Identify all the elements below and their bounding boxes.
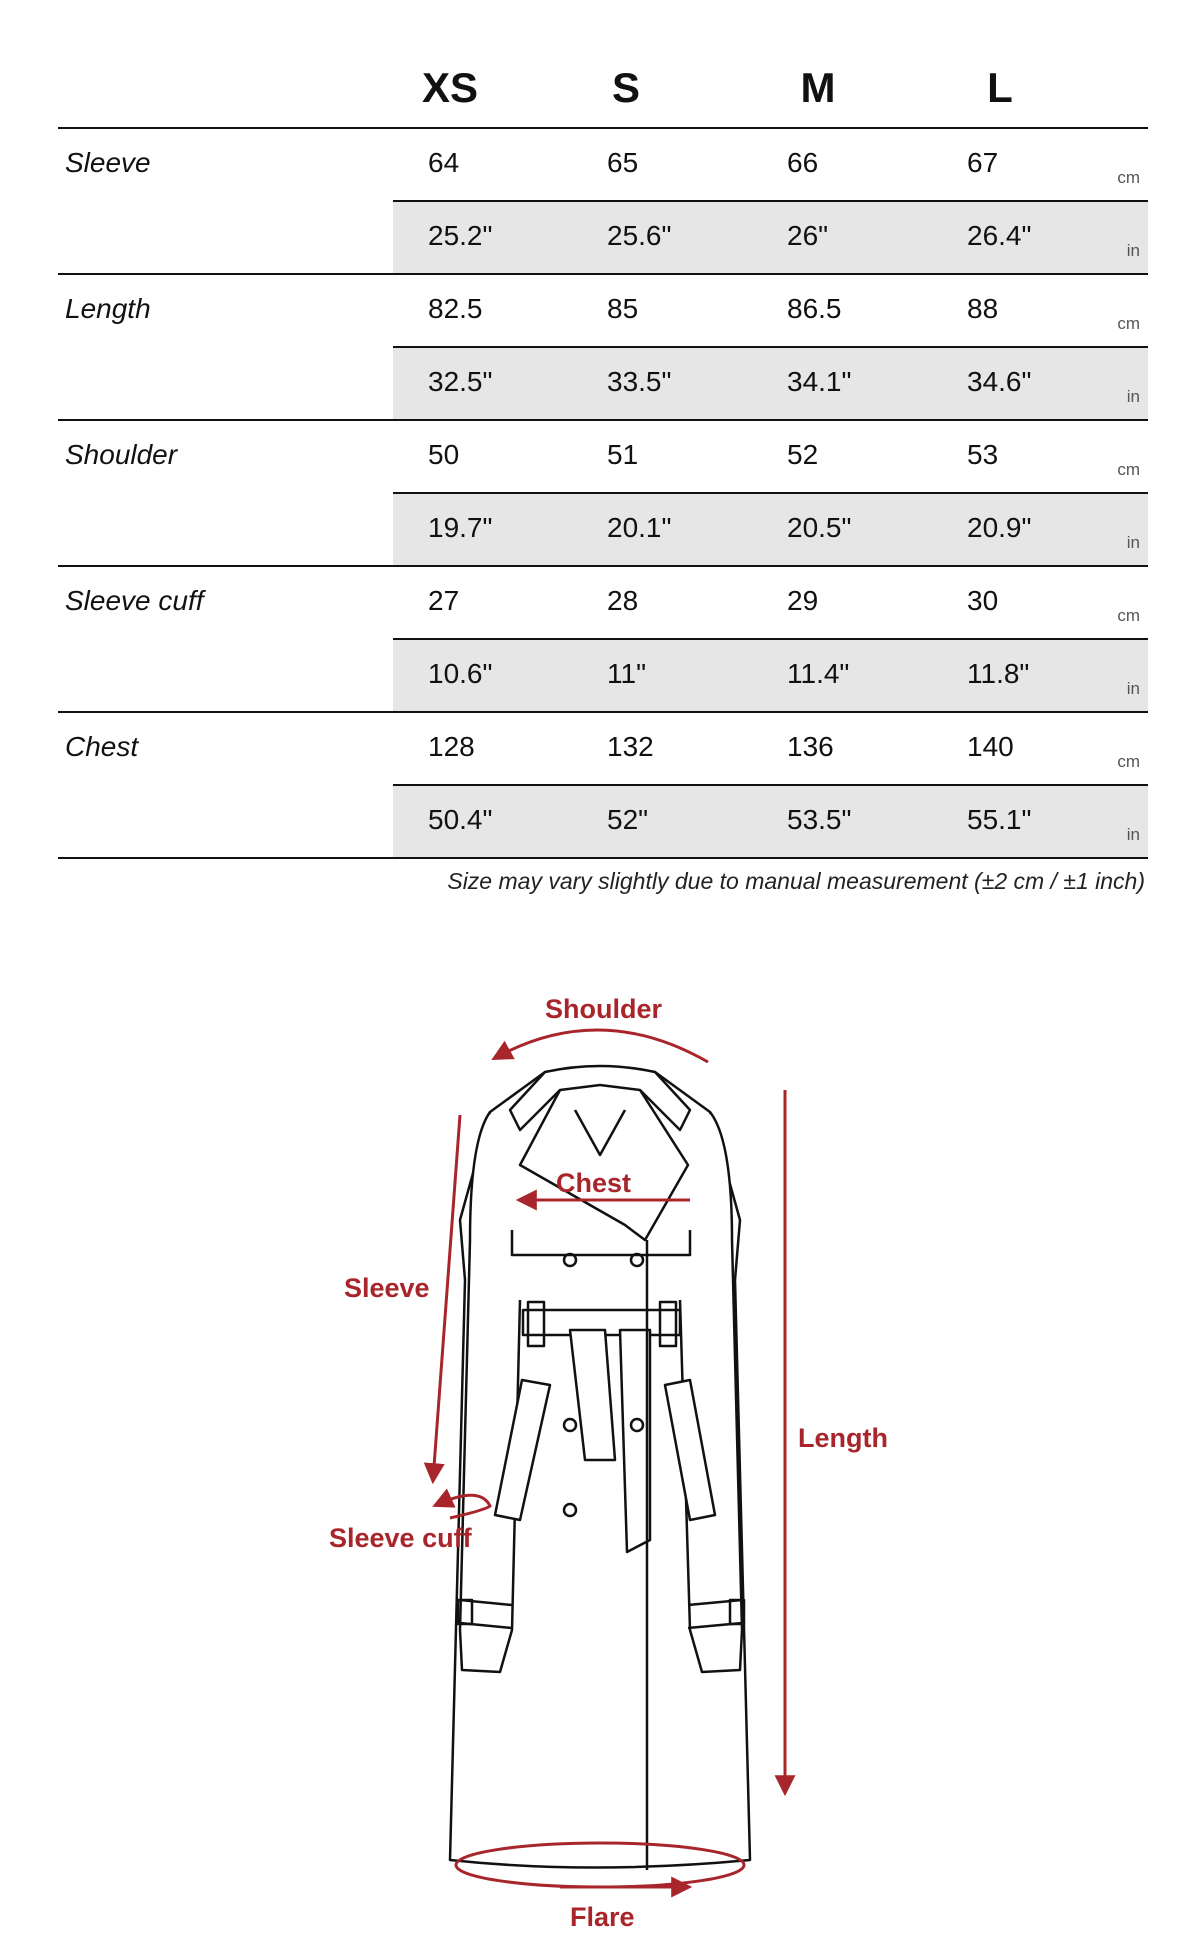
value-cell: 30 bbox=[967, 585, 999, 616]
sleeve-label: Sleeve bbox=[344, 1273, 430, 1303]
measure-row-chest bbox=[58, 713, 1148, 859]
size-head-s: S bbox=[611, 64, 641, 111]
measure-row-sleeve-cuff bbox=[58, 567, 1148, 713]
value-cell: 50 bbox=[428, 439, 460, 470]
size-chart-table bbox=[58, 50, 1148, 859]
value-cell: 19.7" bbox=[428, 512, 493, 543]
value-cell: 34.1" bbox=[787, 366, 852, 397]
shoulder-arrow bbox=[495, 1030, 708, 1062]
value-cell: 25.2" bbox=[428, 220, 493, 251]
value-cell: 85 bbox=[607, 293, 639, 324]
measurement-note: Size may vary slightly due to manual measurement (±2 cm / ±1 inch) bbox=[447, 868, 1145, 894]
value-cell: 66 bbox=[787, 147, 819, 178]
value-cell: 86.5 bbox=[787, 293, 842, 324]
value-cell: 29 bbox=[787, 585, 819, 616]
value-cell: 88 bbox=[967, 293, 999, 324]
measure-label: Length bbox=[65, 293, 151, 324]
measure-row-shoulder bbox=[58, 421, 1148, 567]
coat-illustration bbox=[0, 940, 1200, 1920]
length-label: Length bbox=[798, 1423, 888, 1453]
subrow-in bbox=[393, 202, 1148, 273]
value-cell: 26" bbox=[787, 220, 829, 251]
measure-label: Chest bbox=[65, 731, 139, 762]
coat-diagram bbox=[0, 940, 1200, 1932]
measure-label: Shoulder bbox=[65, 439, 178, 470]
value-cell: 55.1" bbox=[967, 804, 1032, 835]
value-cell: 53 bbox=[967, 439, 999, 470]
value-cell: 20.1" bbox=[607, 512, 672, 543]
value-cell: 25.6" bbox=[607, 220, 672, 251]
value-cell: 11.8" bbox=[967, 658, 1030, 689]
measure-label: Sleeve cuff bbox=[65, 585, 204, 616]
unit-label: cm bbox=[1117, 752, 1140, 771]
value-cell: 82.5 bbox=[428, 293, 483, 324]
sleeve-cuff-label: Sleeve cuff bbox=[329, 1523, 472, 1553]
value-cell: 20.5" bbox=[787, 512, 852, 543]
measure-row-length bbox=[58, 275, 1148, 421]
value-cell: 32.5" bbox=[428, 366, 493, 397]
unit-label: in bbox=[1126, 533, 1140, 552]
unit-label: cm bbox=[1117, 460, 1140, 479]
subrow-cm bbox=[393, 713, 1148, 786]
value-cell: 53.5" bbox=[787, 804, 852, 835]
unit-label: in bbox=[1126, 825, 1140, 844]
size-head-l: L bbox=[987, 64, 1013, 111]
subrow-cm bbox=[393, 421, 1148, 494]
size-header-row bbox=[58, 50, 1148, 129]
unit-label: cm bbox=[1117, 314, 1140, 333]
value-cell: 136 bbox=[787, 731, 834, 762]
subrow-in bbox=[393, 786, 1148, 857]
unit-label: in bbox=[1126, 679, 1140, 698]
shoulder-label: Shoulder bbox=[545, 994, 663, 1024]
size-head-xs: XS bbox=[421, 64, 479, 111]
value-cell: 128 bbox=[428, 731, 475, 762]
unit-label: in bbox=[1126, 387, 1140, 406]
subrow-in bbox=[393, 640, 1148, 711]
measure-row-sleeve bbox=[58, 129, 1148, 275]
measure-label: Sleeve bbox=[65, 147, 151, 178]
value-cell: 65 bbox=[607, 147, 639, 178]
value-cell: 26.4" bbox=[967, 220, 1032, 251]
value-cell: 52" bbox=[607, 804, 649, 835]
value-cell: 11" bbox=[607, 658, 647, 689]
value-cell: 20.9" bbox=[967, 512, 1032, 543]
subrow-in bbox=[393, 348, 1148, 419]
unit-label: in bbox=[1126, 241, 1140, 260]
value-cell: 28 bbox=[607, 585, 639, 616]
subrow-in bbox=[393, 494, 1148, 565]
value-cell: 140 bbox=[967, 731, 1014, 762]
unit-label: cm bbox=[1117, 606, 1140, 625]
value-cell: 27 bbox=[428, 585, 460, 616]
value-cell: 67 bbox=[967, 147, 999, 178]
value-cell: 34.6" bbox=[967, 366, 1032, 397]
value-cell: 11.4" bbox=[787, 658, 850, 689]
value-cell: 132 bbox=[607, 731, 654, 762]
flare-label: Flare bbox=[570, 1902, 635, 1932]
chest-label: Chest bbox=[556, 1168, 632, 1198]
value-cell: 64 bbox=[428, 147, 460, 178]
value-cell: 50.4" bbox=[428, 804, 493, 835]
sleeve-arrow bbox=[433, 1115, 460, 1480]
subrow-cm bbox=[393, 129, 1148, 202]
size-head-m: M bbox=[800, 64, 836, 111]
value-cell: 51 bbox=[607, 439, 639, 470]
value-cell: 10.6" bbox=[428, 658, 493, 689]
unit-label: cm bbox=[1117, 168, 1140, 187]
subrow-cm bbox=[393, 567, 1148, 640]
subrow-cm bbox=[393, 275, 1148, 348]
value-cell: 52 bbox=[787, 439, 819, 470]
value-cell: 33.5" bbox=[607, 366, 672, 397]
